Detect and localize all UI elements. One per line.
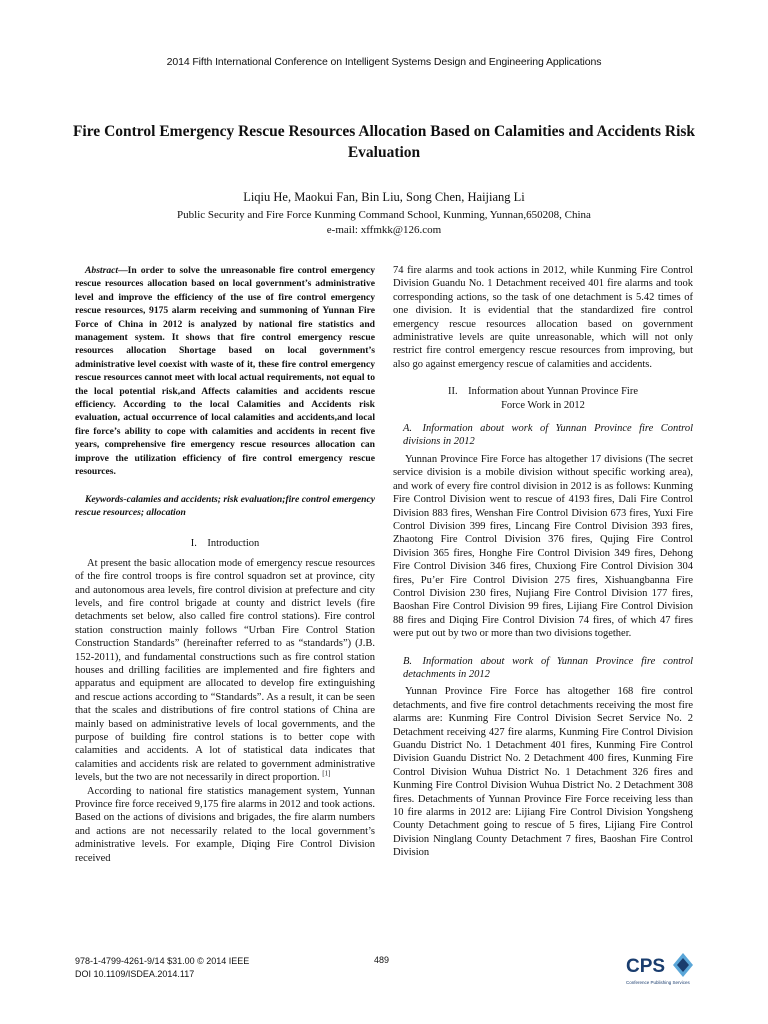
left-column [75, 264, 375, 865]
logo-tagline: Conference Publishing Services [626, 980, 690, 985]
affiliation-block [0, 208, 768, 238]
paper-title: Fire Control Emergency Rescue Resources Allocation Based on Calamities and Accidents Risk Evaluation [72, 123, 696, 161]
section-2-line-1: II. Information about Yunnan Province Fire [447, 386, 639, 398]
intro-paragraph-1 [75, 557, 375, 785]
footer-doi: DOI 10.1109/ISDEA.2014.117 [75, 969, 195, 979]
subsection-a-heading: A. Information about work of Yunnan Province fire Control divisions in 2012 [403, 423, 693, 448]
intro-paragraph-2: According to national fire statistics management system, Yunnan Province fire force received 9,175 fire alarms in 2012 and took actions. Based on the actions of divisions and brigades, the fire alarm numbers and actions are not necessarily related to the local government’s administrative levels. For example, Diqing Fire Control Division received [75, 785, 375, 864]
subsection-b-text: Yunnan Province Fire Force has altogether 168 fire control detachments, and five fire control detachments receiving the most fire alarms are: Kunming Fire Control Division Secret Service No. 2 Detachment receiving 427 fire alarms, Kunming Fire Control Division Guandu District No. 1 Detachment 401 fires, Kunming Fire Control Division Guandu District No. 2 Detachment 400 fires, Kunming Fire Control Division Wuhua District No. 1 Detachment 326 fires and Kunming Fire Control Division Wuhua District No. 2 Detachment 308 fires. Detachments of Yunnan Province Fire Force receiving less than 10 fire alarms in 2012 are: Lijiang Fire Control Division Yongsheng County Detachment going to rescue of 5 fires, Lijiang Fire Control Division Ninglang County Detachment 7 fires, Baoshan Fire Control Division [393, 686, 693, 859]
email: e-mail: xffmkk@126.com [326, 224, 442, 236]
keywords: Keywords-calamies and accidents; risk evaluation;fire control emergency rescue resources; allocation [75, 493, 375, 518]
affiliation: Public Security and Fire Force Kunming Command School, Kunming, Yunnan,650208, China [177, 209, 591, 221]
footer-isbn: 978-1-4799-4261-9/14 $31.00 © 2014 IEEE [75, 956, 250, 966]
logo-diamond-icon [672, 952, 694, 978]
section-2-line-2: Force Work in 2012 [501, 399, 585, 411]
right-column [393, 264, 693, 860]
abstract-label: Abstract [85, 265, 119, 276]
cps-logo [626, 950, 696, 992]
abstract-text: —In order to solve the unreasonable fire control emergency rescue resources allocation based on local government’s administrative level and improve the efficiency of the use of fire control emergency rescue resources, 9175 alarm receiving and summoning of Yunnan Fire Force of China in 2012 is analyzed by national fire statistics and management system. It shows that fire control emergency rescue resources allocation Shortage based on local government’s administrative level coexist with waste of it, these fire control emergency rescue resources cannot meet with local actual requirements, not equal to the local potential risk,and Affects calamities and accidents rescue efficiency. According to the local Calamities and Accidents risk evaluation, actual occurrence of local calamities and accidents,and local fire force’s ability to cope with calamities and accidents in recent five years, comprehensive fire emergency rescue resources allocation can improve the utilization efficiency of fire control emergency rescue resources. [75, 265, 375, 478]
conference-header: 2014 Fifth International Conference on Intelligent Systems Design and Engineering Applications [166, 56, 602, 68]
page-number: 489 [374, 955, 390, 965]
authors: Liqiu He, Maokui Fan, Bin Liu, Song Chen, Haijiang Li [243, 190, 525, 204]
copyright-footer [75, 955, 249, 981]
subsection-b-heading: B. Information about work of Yunnan Province fire control detachments in 2012 [403, 655, 693, 680]
abstract [75, 264, 375, 479]
logo-text: CPS [626, 956, 666, 977]
intro-p1-text: At present the basic allocation mode of emergency rescue resources of the fire control troops is fire control squadron set at province, city and autonomous area levels, fire control division at prefecture and city levels, and fire control brigade at county and district levels (fire detachments set below, also called fire control stations). Fire control station construction mainly follows “Urban Fire Control Station Construction Standards” (hereinafter referred to as “standards”) (J.B. 152-2011), and fundamental constructions such as fire control station houses and drilling facilities are implemented and fire fighters and apparatus and equipment are allocated to develop fire extinguishing and rescue actions according to “Standards”. As a result, it can be seen that the scales and distributions of fire control stations of China are mainly based on administrative levels of local governments, and the purpose of building fire control stations is to better cope with calamities and accidents. A lot of statistical data indicates that calamities and accidents risk are related to government administrative levels, but the two are not necessarily in direct proportion. [75, 557, 375, 784]
citation-ref: [1] [322, 769, 331, 778]
right-paragraph-continued: 74 fire alarms and took actions in 2012, while Kunming Fire Control Division Guandu No. 1 Detachment received 401 fire alarms and took corresponding actions, so the task of one detachment is 5.42 times of one division. It is evidential that the standardized fire control emergency rescue resources allocation based on government administrative levels are quite unreasonable, which will not only restrict fire control emergency rescue resources from improving, but also go against emergency rescue of calamities and accidents. [393, 265, 693, 370]
subsection-a-text: Yunnan Province Fire Force has altogether 17 divisions (The secret service division is a mobile division without specific working area), and work of every fire control division in 2012 is as follows: Kunming Fire Control Division went to rescue of 4193 fires, Dali Fire Control Division 883 fires, Wenshan Fire Control Division 673 fires, Yuxi Fire Control Division 399 fires, Lincang Fire Control Division 393 fires, Zhaotong Fire Control Division 376 fires, Qujing Fire Control Division 365 fires, Honghe Fire Control Division 349 fires, Dehong Fire Control Division 346 fires, Chuxiong Fire Control Division 304 fires, Pu’er Fire Control Division 275 fires, Xishuangbanna Fire Control Division 230 fires, Nujiang Fire Control Division 177 fires, Baoshan Fire Control Division 99 fires, Lijiang Fire Control Division 88 fires and Diqing Fire Control Division 74 fires, of which 47 fires were put out by two or more than two divisions together. [393, 453, 693, 640]
section-heading-2 [393, 385, 693, 412]
section-heading-introduction: I. Introduction [190, 538, 260, 550]
